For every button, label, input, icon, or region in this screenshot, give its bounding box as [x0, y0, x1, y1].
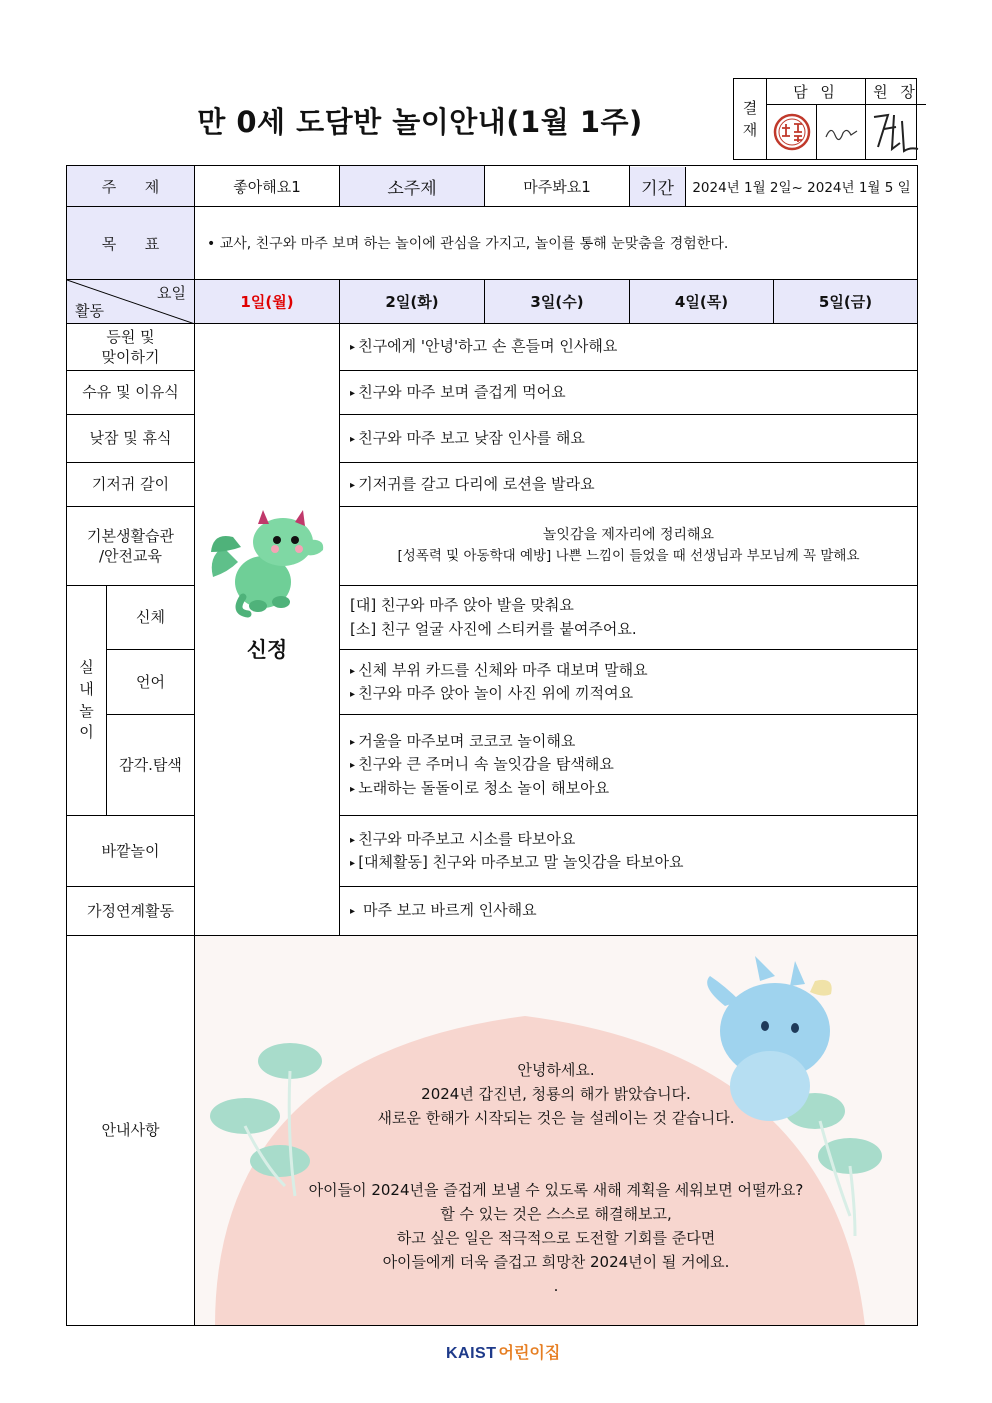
habit-item-2: [성폭력 및 아동학대 예방] 나쁜 느낌이 들었을 때 선생님과 부모님께 꼭 말해요	[397, 548, 860, 565]
body-activity	[340, 586, 918, 650]
day-header-label: 요일	[157, 284, 186, 302]
outdoor-activity	[340, 816, 918, 887]
diaper-activity	[340, 463, 918, 507]
page-title: 만 0세 도담반 놀이안내(1월 1주)	[197, 105, 643, 139]
language-label: 언어	[107, 650, 195, 715]
sensory-item: ▸ 노래하는 돌돌이로 청소 놀이 해보아요	[350, 777, 907, 800]
notice-line: .	[553, 1277, 559, 1295]
day-activity-header	[67, 280, 195, 324]
outdoor-label: 바깥놀이	[67, 816, 195, 887]
arrival-label-line1: 등원 및	[106, 327, 155, 346]
home-link-item: ▸ 마주 보고 바르게 인사해요	[350, 899, 907, 922]
nap-label: 낮잠 및 휴식	[67, 415, 195, 463]
approval-teacher-header: 담 임	[767, 79, 866, 105]
day-tuesday: 2일(화)	[340, 280, 485, 324]
holiday-name: 신정	[246, 638, 288, 662]
language-activity	[340, 650, 918, 715]
notice-line: 새로운 한해가 시작되는 것은 늘 설레이는 것 같습니다.	[377, 1109, 735, 1127]
approval-director-header: 원 장	[866, 79, 926, 105]
language-item: ▸ 신체 부위 카드를 신체와 마주 대보며 말해요	[350, 659, 907, 682]
footer-brand: KAIST	[446, 1345, 497, 1362]
theme-value: 좋아해요1	[195, 166, 340, 207]
period-value: 2024년 1월 2일~ 2024년 1월 5 일	[692, 180, 911, 196]
teacher-seal-stamp	[767, 105, 817, 159]
activity-header-label: 활동	[75, 302, 104, 320]
theme-label: 주 제	[67, 166, 195, 207]
day-monday: 1일(월)	[195, 280, 340, 324]
period-cell	[630, 166, 918, 207]
habit-label-line2: /안전교육	[98, 547, 162, 565]
approval-label-top: 결	[742, 98, 758, 117]
notice-line: 아이들이 2024년을 즐겁게 보낼 수 있도록 새해 계획을 세워보면 어떨까요?	[308, 1181, 804, 1199]
subtheme-value: 마주봐요1	[485, 166, 630, 207]
goal-value: • 교사, 친구와 마주 보며 하는 놀이에 관심을 가지고, 놀이를 통해 눈맞춤을 경험한다.	[195, 207, 918, 280]
notice-line	[195, 1154, 917, 1178]
goal-label: 목 표	[67, 207, 195, 280]
habit-activity	[340, 507, 918, 586]
body-item: [소] 친구 얼굴 사진에 스티커를 붙여주어요.	[350, 619, 637, 638]
sensory-item: ▸ 거울을 마주보며 코코코 놀이해요	[350, 730, 907, 753]
sensory-label: 감각.탐색	[107, 715, 195, 816]
teacher-signature	[817, 105, 866, 159]
notice-line: 2024년 갑진년, 청룡의 해가 밝았습니다.	[421, 1085, 691, 1103]
footer-logo	[446, 1340, 560, 1363]
arrival-label-line2: 맞이하기	[101, 348, 160, 366]
holiday-cell	[195, 324, 340, 936]
arrival-label	[67, 324, 195, 371]
notice-text	[195, 1058, 917, 1298]
notice-label: 안내사항	[67, 936, 195, 1326]
habit-item-1: 놀잇감을 제자리에 정리해요	[542, 526, 715, 543]
indoor-label-char: 실	[79, 658, 94, 676]
body-item: [대] 친구와 마주 앉아 발을 맞춰요	[350, 596, 574, 615]
notice-line: 안녕하세요.	[517, 1061, 595, 1079]
sensory-item: ▸ 친구와 큰 주머니 속 놀잇감을 탐색해요	[350, 753, 907, 776]
diaper-item: ▸ 기저귀를 갈고 다리에 로션을 발라요	[350, 473, 907, 496]
notice-line	[195, 1130, 917, 1154]
outdoor-item: ▸ [대체활동] 친구와 마주보고 말 놀잇감을 타보아요	[350, 851, 907, 874]
indoor-label-char: 놀	[79, 701, 94, 720]
footer-brand-korean: 어린이집	[498, 1345, 561, 1362]
arrival-item: ▸ 친구에게 '안녕'하고 손 흔들며 인사해요	[350, 335, 907, 358]
notice-line: 하고 싶은 일은 적극적으로 도전할 기회를 준다면	[396, 1229, 716, 1247]
meal-item: ▸ 친구와 마주 보며 즐겁게 먹어요	[350, 381, 907, 404]
notice-line: 아이들에게 더욱 즐겁고 희망찬 2024년이 될 거에요.	[382, 1253, 730, 1271]
approval-label	[734, 79, 767, 159]
home-link-label: 가정연계활동	[67, 887, 195, 936]
day-wednesday: 3일(수)	[485, 280, 630, 324]
arrival-activity	[340, 324, 918, 371]
meal-activity	[340, 371, 918, 415]
notice-content	[195, 936, 918, 1326]
nap-item: ▸ 친구와 마주 보고 낮잠 인사를 해요	[350, 427, 907, 450]
indoor-label-char: 이	[79, 723, 94, 742]
diaper-label: 기저귀 갈이	[67, 463, 195, 507]
habit-label	[67, 507, 195, 586]
home-link-activity	[340, 887, 918, 936]
subtheme-label: 소주제	[340, 166, 485, 207]
habit-label-line1: 기본생활습관	[87, 526, 174, 545]
approval-box	[733, 78, 917, 160]
day-friday: 5일(금)	[774, 280, 918, 324]
weekly-plan-table	[66, 165, 918, 1326]
outdoor-item: ▸ 친구와 마주보고 시소를 타보아요	[350, 828, 907, 851]
indoor-label-char: 내	[79, 679, 94, 698]
sensory-activity	[340, 715, 918, 816]
language-item: ▸ 친구와 마주 앉아 놀이 사진 위에 끼적여요	[350, 682, 907, 705]
nap-activity	[340, 415, 918, 463]
indoor-play-label	[67, 586, 107, 816]
period-label: 기간	[630, 167, 686, 206]
approval-label-bottom: 재	[742, 121, 758, 139]
notice-line: 할 수 있는 것은 스스로 해결해보고,	[440, 1205, 672, 1223]
director-signature	[866, 105, 926, 159]
day-thursday: 4일(목)	[630, 280, 774, 324]
meal-label: 수유 및 이유식	[67, 371, 195, 415]
green-dragon-icon	[203, 502, 333, 622]
body-label: 신체	[107, 586, 195, 650]
